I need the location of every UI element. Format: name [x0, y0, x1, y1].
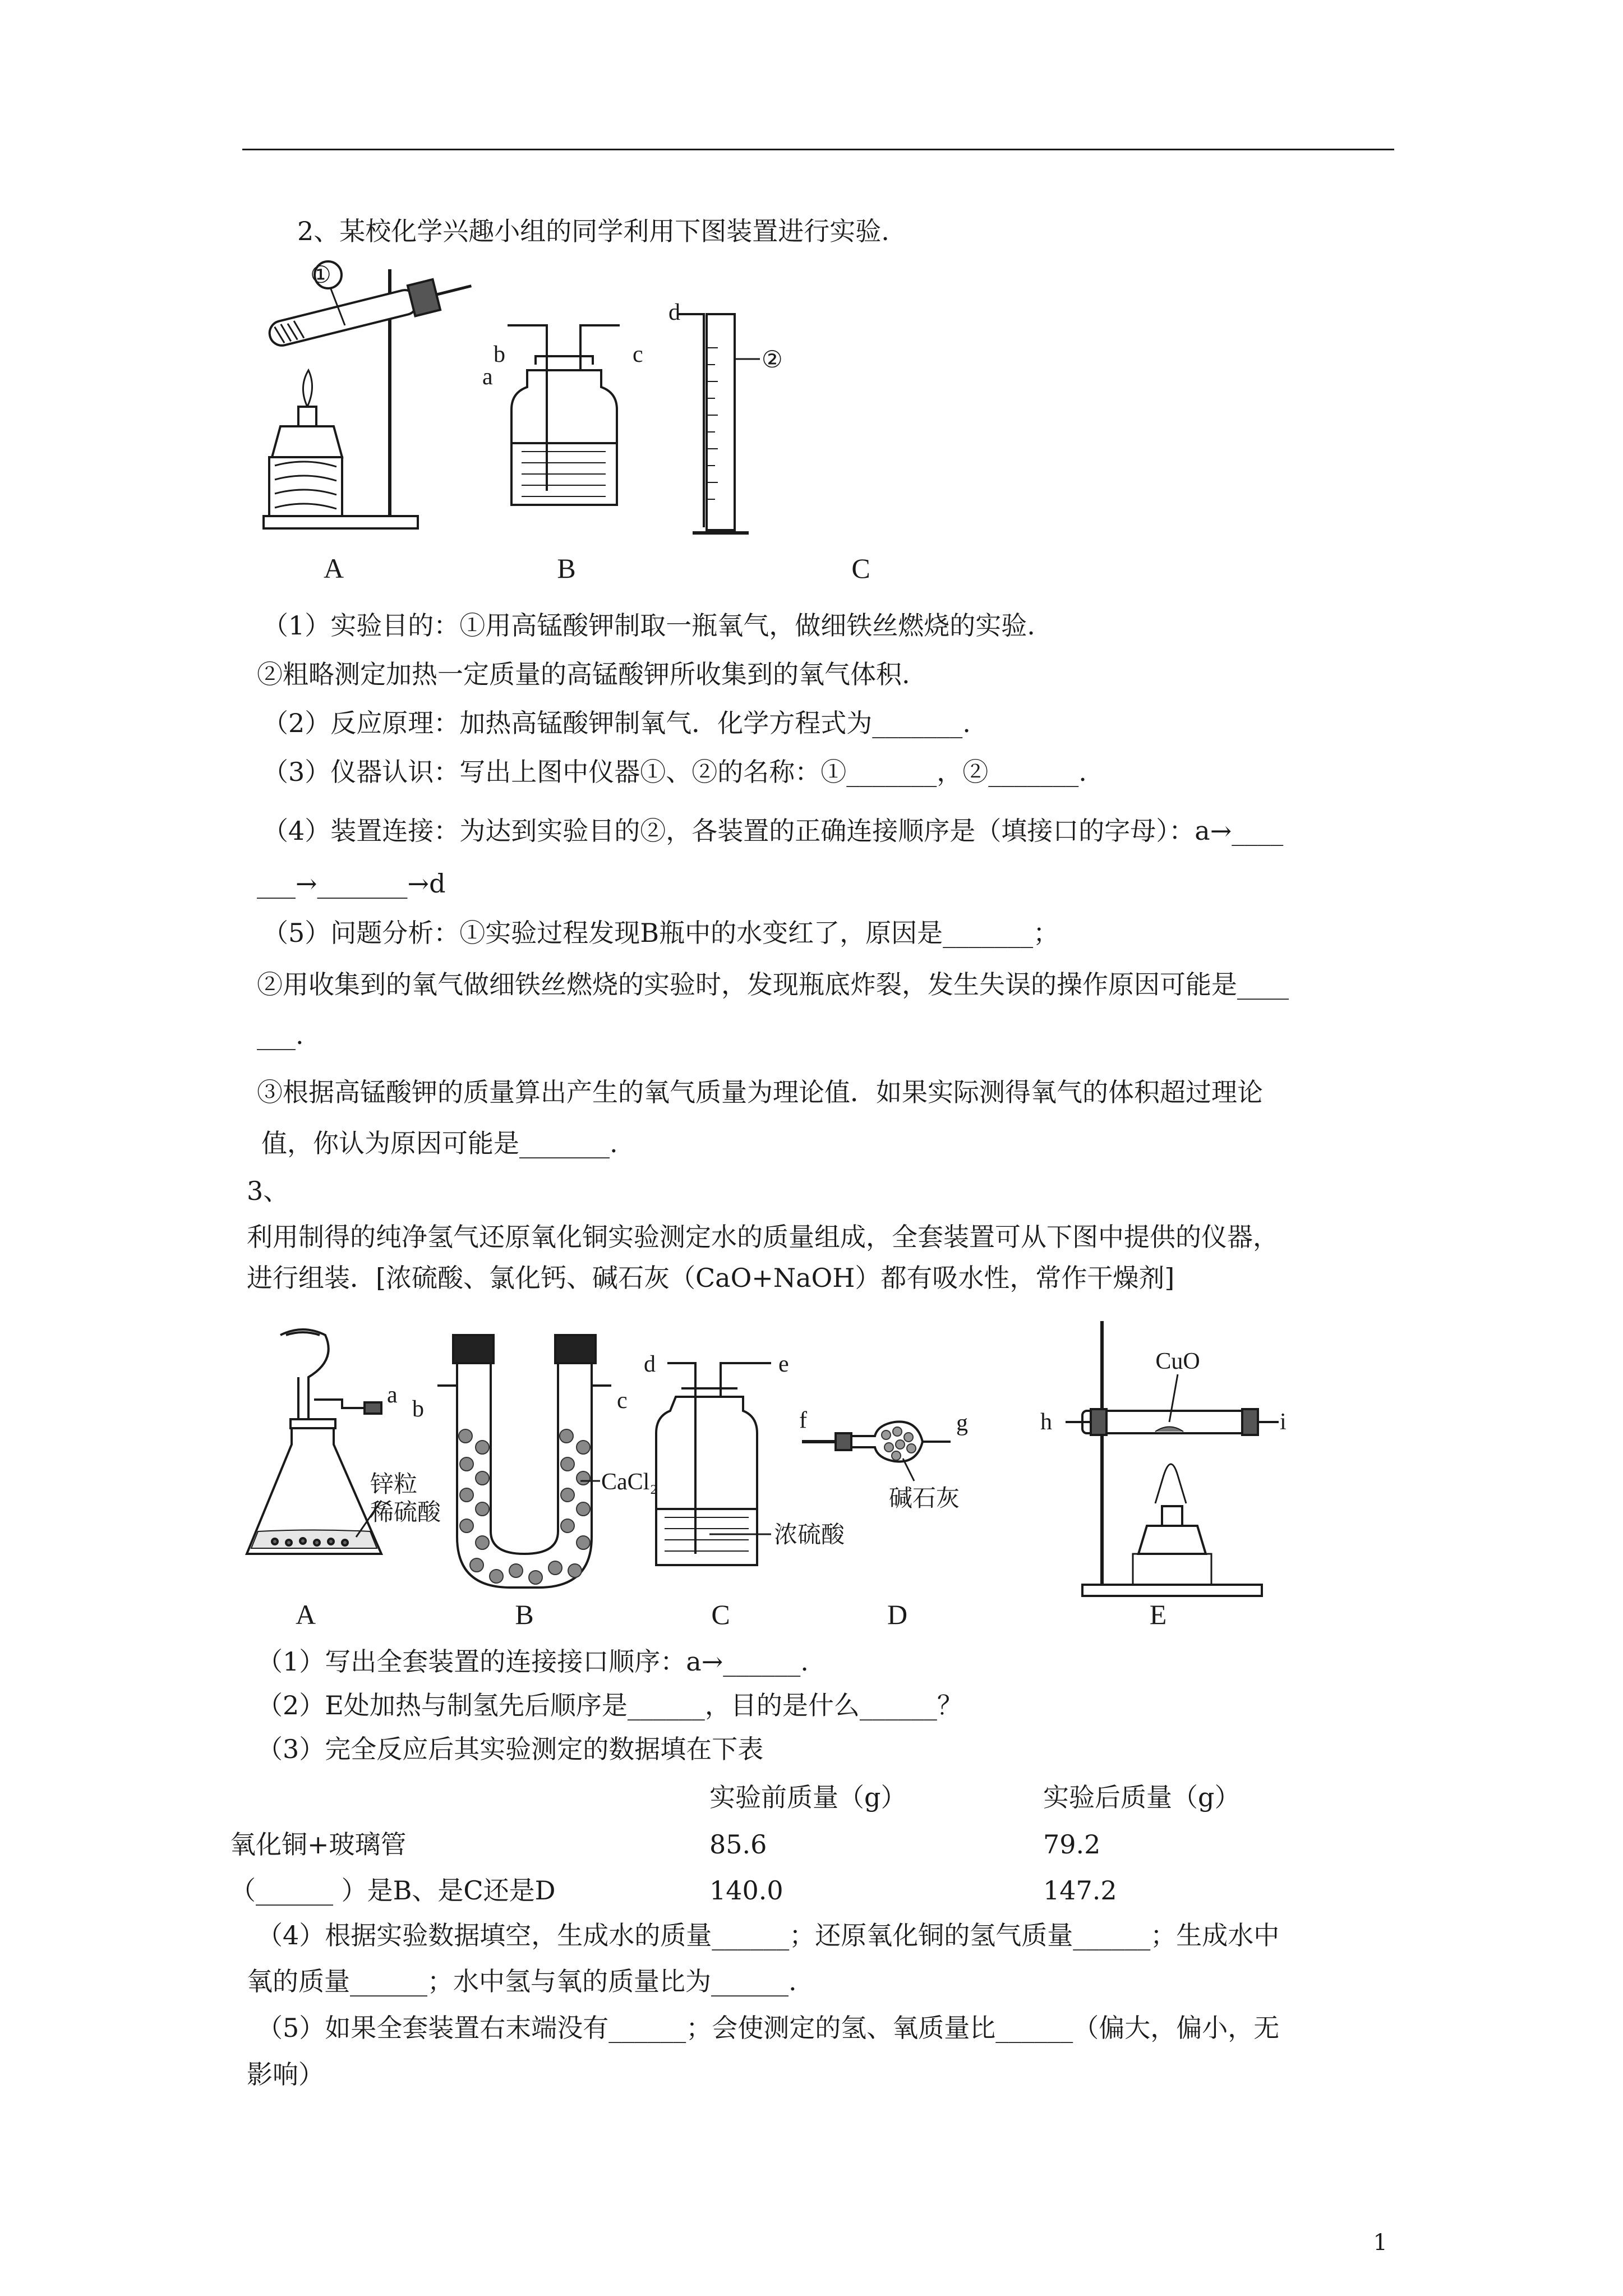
q3-lime-label: 碱石灰: [889, 1486, 960, 1512]
q3-port-f: f: [799, 1407, 807, 1433]
q2-line-8: ②用收集到的氧气做细铁丝燃烧的实验时，发现瓶底炸裂，发生失误的操作原因可能是____: [257, 969, 1289, 1000]
q2-line-2: ②粗略测定加热一定质量的高锰酸钾所收集到的氧气体积.: [257, 659, 910, 689]
q2-line-5: （4）装置连接：为达到实验目的②，各装置的正确连接顺序是（填接口的字母）：a→____: [262, 816, 1284, 846]
table-row2-label: （______ ）是B、是C还是D: [230, 1875, 556, 1906]
q2-line-3: （2）反应原理：加热高锰酸钾制氧气．化学方程式为_______.: [262, 708, 971, 738]
q3-port-b: b: [412, 1396, 424, 1422]
port-b: b: [494, 342, 505, 367]
q2-line-4: （3）仪器认识：写出上图中仪器①、②的名称：①_______，②_______.: [262, 757, 1087, 787]
q3-zinc-label: 锌粒: [370, 1472, 418, 1498]
table-header-before: 实验前质量（g）: [709, 1782, 907, 1812]
q3-cuo-label: CuO: [1155, 1349, 1200, 1374]
q3-line-4: （4）根据实验数据填空，生成水的质量______；还原氧化铜的氢气质量______；生成水中: [257, 1920, 1280, 1950]
table-row1-after: 79.2: [1043, 1829, 1101, 1860]
q3-port-g: g: [956, 1410, 968, 1436]
label-2: ②: [762, 347, 783, 373]
q2-line-10: ③根据高锰酸钾的质量算出产生的氧气质量为理论值．如果实际测得氧气的体积超过理论: [257, 1077, 1263, 1107]
q2-title: 2、某校化学兴趣小组的同学利用下图装置进行实验.: [297, 216, 889, 246]
q2-line-11: 值，你认为原因可能是_______.: [261, 1128, 618, 1158]
q3-line-5: 氧的质量______；水中氢与氧的质量比为______.: [247, 1966, 797, 1996]
q3-caption-C: C: [711, 1599, 730, 1630]
q3-port-e: e: [778, 1351, 789, 1377]
q3-port-d: d: [644, 1351, 656, 1377]
port-d: d: [668, 300, 680, 325]
q3-port-h: h: [1040, 1409, 1052, 1435]
q3-port-c: c: [617, 1388, 628, 1414]
q3-line-3: （3）完全反应后其实验测定的数据填在下表: [257, 1734, 764, 1764]
q2-line-1: （1）实验目的：①用高锰酸钾制取一瓶氧气，做细铁丝燃烧的实验.: [262, 610, 1035, 641]
table-row2-before: 140.0: [709, 1875, 783, 1906]
q3-apparatus-figure: [236, 1307, 1290, 1638]
q3-caption-D: D: [887, 1599, 908, 1630]
q3-intro-2: 进行组装．[浓硫酸、氯化钙、碱石灰（CaO+NaOH）都有吸水性，常作干燥剂]: [247, 1263, 1175, 1293]
q3-caption-E: E: [1149, 1599, 1167, 1630]
label-1: ①: [310, 263, 331, 288]
caption-C: C: [851, 553, 870, 584]
table-header-after: 实验后质量（g）: [1043, 1782, 1241, 1812]
q2-apparatus-figure: [247, 258, 948, 589]
q3-line-6: （5）如果全套装置右末端没有______；会使测定的氢、氧质量比______（偏大，偏小，无: [257, 2013, 1280, 2043]
header-rule: [242, 149, 1394, 150]
caption-A: A: [323, 553, 344, 584]
q3-caption-A: A: [295, 1599, 316, 1630]
q3-cacl2-label: CaCl₂: [601, 1469, 658, 1495]
q3-caption-B: B: [515, 1599, 534, 1630]
table-row2-after: 147.2: [1043, 1875, 1117, 1906]
caption-B: B: [557, 553, 576, 584]
q2-line-6: ___→_______→d: [257, 868, 446, 899]
table-row1-label: 氧化铜+玻璃管: [230, 1829, 407, 1860]
port-a: a: [482, 364, 493, 390]
q2-line-9: ___.: [257, 1020, 304, 1050]
table-row1-before: 85.6: [709, 1829, 767, 1860]
q3-line-2: （2）E处加热与制氢先后顺序是______，目的是什么______？: [257, 1690, 963, 1720]
page-number: 1: [1373, 2230, 1387, 2256]
q3-intro-1: 利用制得的纯净氢气还原氧化铜实验测定水的质量组成，全套装置可从下图中提供的仪器，: [247, 1222, 1279, 1252]
q3-number: 3、: [247, 1176, 289, 1206]
q3-h2so4-label: 浓硫酸: [774, 1522, 845, 1548]
q2-line-7: （5）问题分析：①实验过程发现B瓶中的水变红了，原因是_______；: [262, 918, 1059, 948]
port-c: c: [633, 342, 643, 367]
q3-port-a: a: [387, 1382, 398, 1408]
q3-line-1: （1）写出全套装置的连接接口顺序：a→______.: [257, 1646, 809, 1677]
q3-line-7: 影响）: [247, 2059, 324, 2090]
q3-port-i: i: [1280, 1409, 1287, 1435]
q3-acid-label: 稀硫酸: [370, 1500, 441, 1526]
